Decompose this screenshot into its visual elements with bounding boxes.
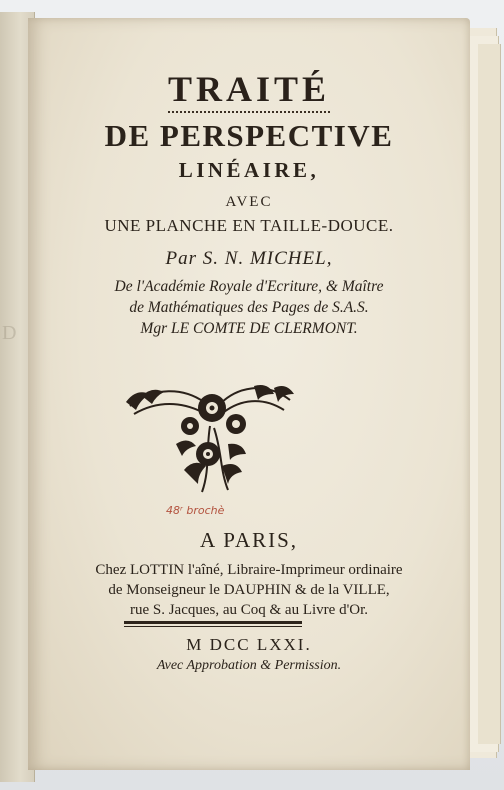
imprint-line-2: de Monseigneur le DAUPHIN & de la VILLE, bbox=[108, 582, 390, 598]
approbation-line: Avec Approbation & Permission. bbox=[156, 658, 342, 673]
left-page-ghost-letter: D bbox=[2, 322, 19, 344]
title-line-3: LINÉAIRE, bbox=[178, 158, 320, 182]
affiliation-line-2: de Mathématiques des Pages de S.A.S. bbox=[129, 299, 369, 316]
title-line-2: DE PERSPECTIVE bbox=[104, 118, 394, 153]
imprint-line-1: Chez LOTTIN l'aîné, Libraire-Imprimeur ordinaire bbox=[95, 562, 403, 578]
page-edge bbox=[478, 44, 501, 744]
publication-date: M DCC LXXI. bbox=[186, 635, 312, 654]
title-page bbox=[28, 18, 470, 770]
title-line-4: AVEC bbox=[225, 194, 273, 210]
floral-fleuron-icon bbox=[124, 366, 296, 498]
double-rule-thick bbox=[124, 621, 302, 624]
double-rule-thin bbox=[124, 626, 302, 627]
author-line: Par S. N. MICHEL, bbox=[165, 248, 333, 269]
title-line-5: UNE PLANCHE EN TAILLE-DOUCE. bbox=[104, 216, 394, 235]
place-of-publication: A PARIS, bbox=[199, 528, 299, 552]
title-line-1: TRAITÉ bbox=[28, 68, 470, 113]
pencil-note: 48ʳ brochè bbox=[166, 504, 225, 517]
affiliation-line-3: Mgr LE COMTE DE CLERMONT. bbox=[140, 320, 358, 337]
imprint-line-3: rue S. Jacques, au Coq & au Livre d'Or. bbox=[129, 602, 369, 618]
affiliation-line-1: De l'Académie Royale d'Ecriture, & Maître bbox=[114, 278, 384, 295]
